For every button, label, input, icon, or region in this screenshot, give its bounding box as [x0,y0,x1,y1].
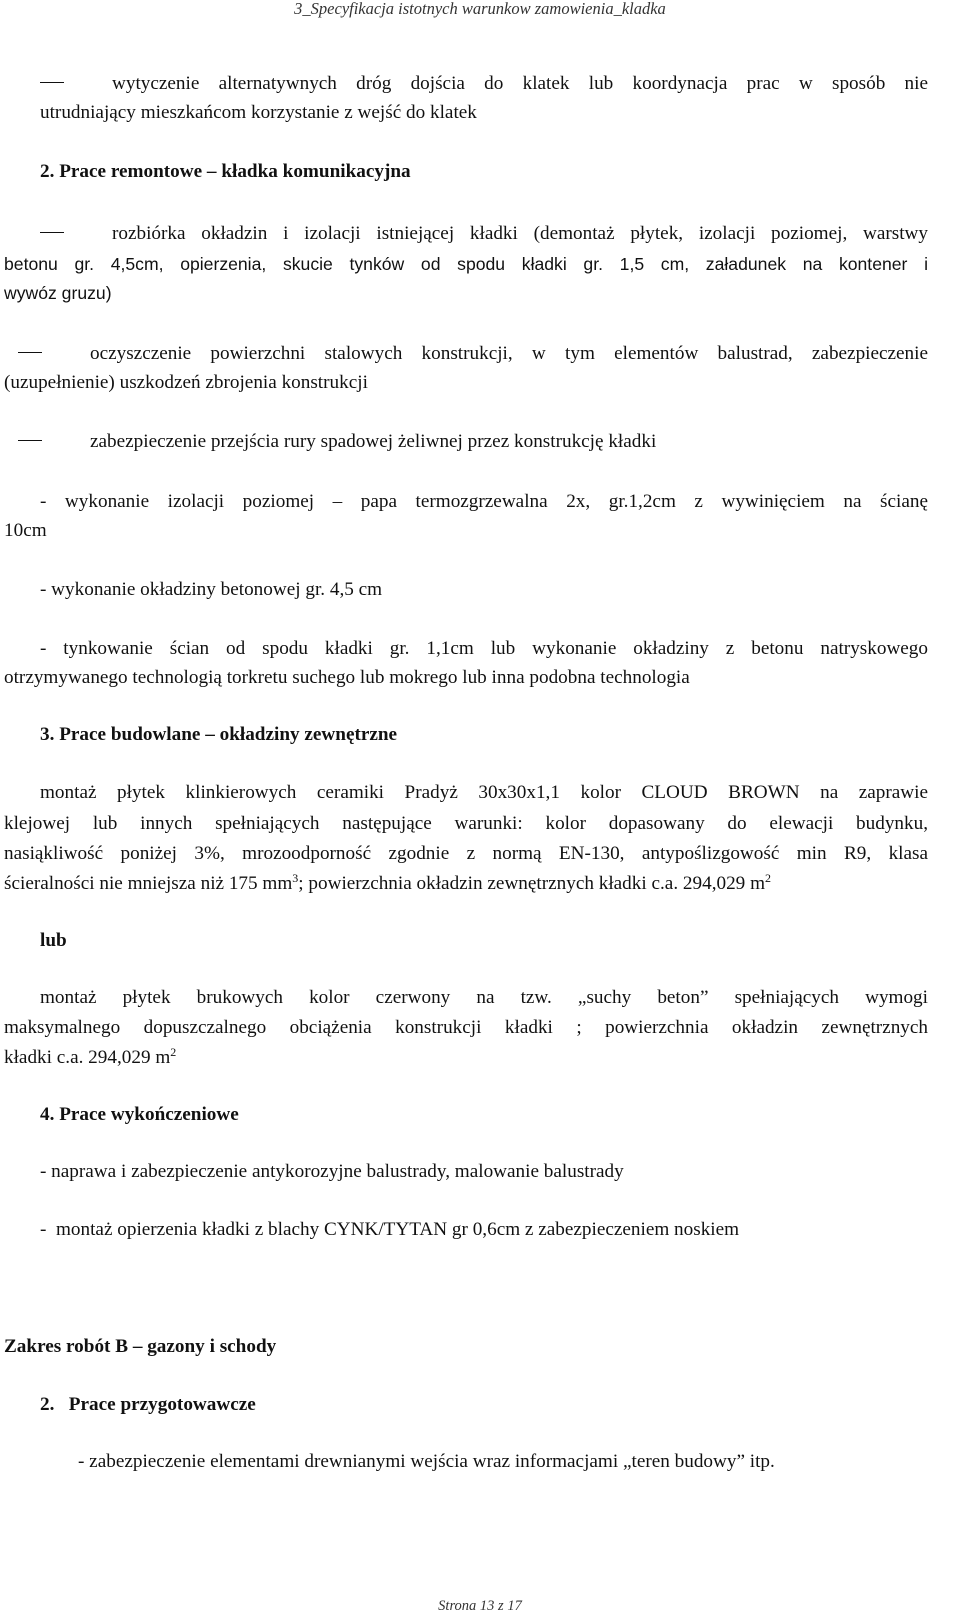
section-heading: 4. Prace wykończeniowe [40,1104,239,1125]
text-line: - wykonanie izolacji poziomej – papa termozgrzewalna 2x, gr.1,2cm z wywinięciem na ścianę [40,491,928,512]
text-line: klejowej lub innych spełniających następujące warunki: kolor dopasowany do elewacji budynku, [4,813,928,834]
section-heading: 2. Prace remontowe – kładka komunikacyjna [40,161,411,182]
section-heading: 3. Prace budowlane – okładziny zewnętrzne [40,724,398,745]
section-heading: Zakres robót B – gazony i schody [4,1336,277,1357]
text-line: wywóz gruzu) [4,283,112,303]
text-line: 10cm [4,520,47,541]
dash-marker [18,352,42,354]
text-line: ścieralności nie mniejsza niż 175 $mm^3$; powierzchnia okładzin zewnętrznych kładki c.a. 294,029 $m^2$ [4,871,771,894]
text-line: - montaż opierzenia kładki z blachy CYNK/TYTAN gr 0,6cm z zabezpieczeniem noskiem [40,1219,740,1240]
text-line: nasiąkliwość poniżej 3%, mrozoodporność zgodnie z normą EN-130, antypoślizgowość min R9, klasa [4,843,928,864]
text-line: utrudniający mieszkańcom korzystanie z wejść do klatek [40,102,477,123]
text-line: kładki c.a. 294,029 $m^2$ [4,1045,177,1068]
bullet-line: rozbiórka okładzin i izolacji istniejącej kładki (demontaż płytek, izolacji poziomej, warstwy [4,219,928,249]
connector-word: lub [40,930,67,951]
text-line: maksymalnego dopuszczalnego obciążenia konstrukcji kładki ; powierzchnia okładzin zewnętrznych [4,1017,928,1038]
text-line: - tynkowanie ścian od spodu kładki gr. 1,1cm lub wykonanie okładziny z betonu natryskowego [40,638,928,659]
text-line: otrzymywanego technologią torkretu suchego lub mokrego lub inna podobna technologia [4,667,690,688]
text-line: betonu gr. 4,5cm, opierzenia, skucie tynków od spodu kładki gr. 1,5 cm, załadunek na kontener i [4,254,928,274]
text-line: montaż płytek klinkierowych ceramiki Pradyż 30x30x1,1 kolor CLOUD BROWN na zaprawie [40,782,928,803]
dash-marker [40,82,64,84]
dash-marker [40,232,64,234]
page-number: Strona 13 z 17 [438,1598,522,1614]
dash-marker [18,440,42,442]
text-line: - zabezpieczenie elementami drewnianymi wejścia wraz informacjami „teren budowy” itp. [78,1451,775,1472]
text-line: montaż płytek brukowych kolor czerwony na tzw. „suchy beton” spełniających wymogi [40,987,928,1008]
text-line: (uzupełnienie) uszkodzeń zbrojenia konstrukcji [4,372,368,393]
running-header: 3_Specyfikacja istotnych warunkow zamowienia_kladka [294,0,666,18]
section-heading: 2. Prace przygotowawcze [40,1394,256,1415]
text-line: - wykonanie okładziny betonowej gr. 4,5 cm [40,579,383,600]
text-line: - naprawa i zabezpieczenie antykorozyjne balustrady, malowanie balustrady [40,1161,624,1182]
bullet-line: wytyczenie alternatywnych dróg dojścia do klatek lub koordynacja prac w sposób nie [4,69,928,99]
bullet-line: oczyszczenie powierzchni stalowych konstrukcji, w tym elementów balustrad, zabezpieczenie [4,339,928,369]
bullet-line: zabezpieczenie przejścia rury spadowej żeliwnej przez konstrukcję kładki [4,427,928,457]
